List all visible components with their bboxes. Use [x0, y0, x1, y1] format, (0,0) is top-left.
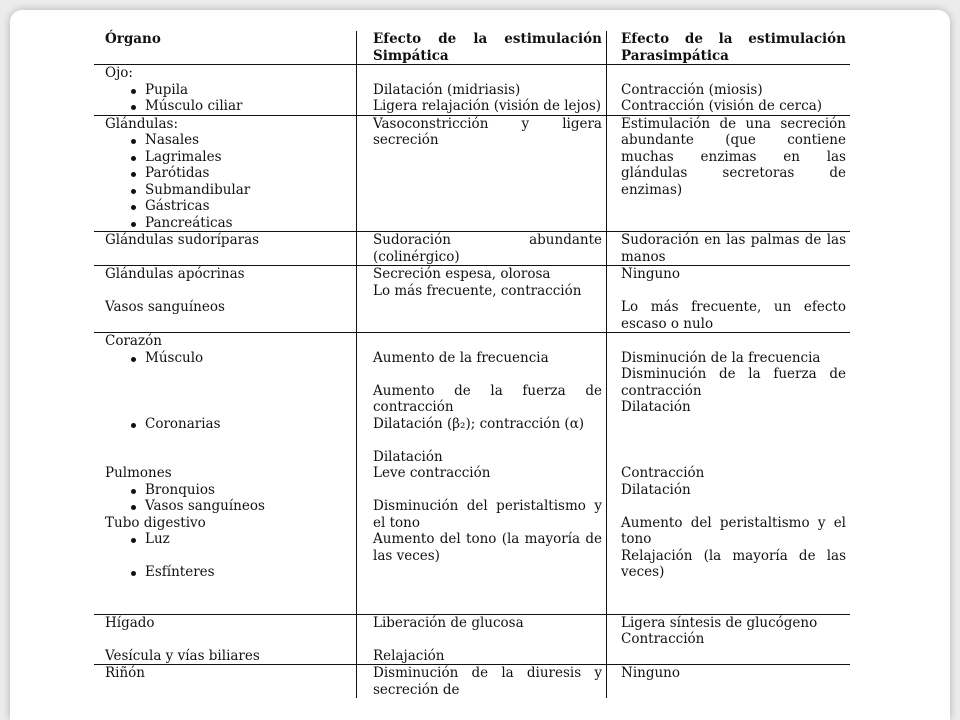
bullet-icon — [105, 149, 145, 166]
organ-label: Glándulas: — [105, 115, 179, 132]
list-item: Coronarias — [105, 416, 352, 433]
table-row-apocrinas — [94, 265, 850, 332]
table-row-rinon — [94, 664, 850, 698]
list-item: Músculo — [105, 350, 352, 367]
sympathetic-effect: Dilatación (β₂); contracción (α) — [373, 415, 585, 432]
parasympathetic-effect: Lo más frecuente, un efecto escaso o nulo — [621, 299, 846, 332]
list-item: Pupila — [105, 82, 352, 99]
sympathetic-effect: Relajación — [373, 647, 445, 664]
bullet-icon — [105, 165, 145, 182]
organ-label: Corazón — [105, 333, 162, 349]
table-row-higado — [94, 614, 850, 665]
sympathetic-effect: Disminución del peristaltismo y el tono — [373, 498, 602, 531]
sympathetic-effect: Dilatación (midriasis) — [373, 81, 521, 98]
header-parasympathetic: Efecto de la estimulación Parasimpática — [606, 31, 850, 64]
list-item: Pancreáticas — [105, 215, 352, 232]
parasympathetic-effect: Contracción — [621, 465, 705, 481]
list-item: Músculo ciliar — [105, 98, 352, 115]
bullet-icon — [105, 531, 145, 548]
sympathetic-effect: Leve contracción — [373, 465, 491, 481]
organ-label: Hígado — [105, 614, 155, 631]
parasympathetic-effect: Contracción (visión de cerca) — [621, 98, 823, 114]
header-sympathetic: Efecto de la estimulación Simpática — [356, 31, 606, 64]
organ-label: Tubo digestivo — [105, 514, 206, 531]
parasympathetic-effect: Estimulación de una secreción abundante (que contiene muchas enzimas en las glándulas secretoras de enzimas) — [621, 115, 846, 198]
table-row-ojo — [94, 64, 850, 115]
organ-label: Glándulas apócrinas — [105, 266, 245, 282]
bullet-icon — [105, 416, 145, 433]
bullet-icon — [105, 98, 145, 115]
list-item: Parótidas — [105, 165, 352, 182]
list-item: Nasales — [105, 132, 352, 149]
organ-label: Pulmones — [105, 465, 172, 481]
list-item: Submandibular — [105, 182, 352, 199]
sympathetic-effect: Aumento del tono (la mayoría de las veces) — [373, 531, 602, 564]
organ-label: Riñón — [105, 665, 145, 681]
table-row-corazon — [94, 332, 850, 614]
autonomic-effects-table — [94, 31, 850, 698]
parasympathetic-effect: Disminución de la frecuencia — [621, 349, 821, 366]
sympathetic-effect: Disminución de la diuresis y secreción de — [373, 665, 602, 698]
list-item: Gástricas — [105, 198, 352, 215]
bullet-icon — [105, 482, 145, 499]
parasympathetic-effect: Ninguno — [621, 665, 680, 681]
parasympathetic-effect: Dilatación — [621, 481, 691, 498]
parasympathetic-effect: Ligera síntesis de glucógeno — [621, 614, 818, 631]
sympathetic-effect: Ligera relajación (visión de lejos) — [373, 98, 602, 114]
bullet-icon — [105, 198, 145, 215]
sympathetic-effect: Secreción espesa, olorosa — [373, 266, 551, 282]
sympathetic-effect: Aumento de la fuerza de contracción — [373, 382, 602, 415]
parasympathetic-effect: Contracción (miosis) — [621, 81, 763, 98]
table-header — [94, 31, 850, 64]
sympathetic-effect: Dilatación — [373, 448, 443, 465]
slide — [10, 10, 950, 720]
parasympathetic-effect: Disminución de la fuerza de contracción — [621, 366, 846, 399]
list-item: Esfínteres — [105, 564, 352, 581]
organ-label: Vesícula y vías biliares — [105, 647, 260, 664]
table-row-sudoriparas — [94, 231, 850, 265]
list-item: Vasos sanguíneos — [105, 498, 352, 515]
bullet-icon — [105, 215, 145, 232]
bullet-icon — [105, 182, 145, 199]
list-item: Luz — [105, 531, 352, 548]
sympathetic-effect: Aumento de la frecuencia — [373, 349, 549, 366]
organ-label: Vasos sanguíneos — [105, 299, 225, 315]
parasympathetic-effect: Ninguno — [621, 266, 680, 282]
parasympathetic-effect: Relajación (la mayoría de las veces) — [621, 547, 846, 580]
list-item: Lagrimales — [105, 149, 352, 166]
parasympathetic-effect: Aumento del peristaltismo y el tono — [621, 514, 846, 547]
sympathetic-effect: Liberación de glucosa — [373, 614, 524, 631]
sympathetic-effect: Vasoconstricción y ligera secreción — [373, 115, 602, 148]
organ-label: Glándulas sudoríparas — [105, 232, 260, 248]
sympathetic-effect: Sudoración abundante (colinérgico) — [373, 232, 602, 265]
parasympathetic-effect: Dilatación — [621, 399, 691, 415]
bullet-icon — [105, 350, 145, 367]
bullet-icon — [105, 564, 145, 581]
bullet-icon — [105, 498, 145, 515]
sympathetic-effect: Lo más frecuente, contracción — [373, 282, 582, 299]
organ-label: Ojo: — [105, 65, 133, 81]
list-item: Bronquios — [105, 482, 352, 499]
parasympathetic-effect: Sudoración en las palmas de las manos — [621, 232, 846, 265]
table-row-glandulas — [94, 115, 850, 232]
parasympathetic-effect: Contracción — [621, 631, 705, 647]
header-organ: Órgano — [105, 31, 161, 47]
bullet-icon — [105, 132, 145, 149]
bullet-icon — [105, 82, 145, 99]
